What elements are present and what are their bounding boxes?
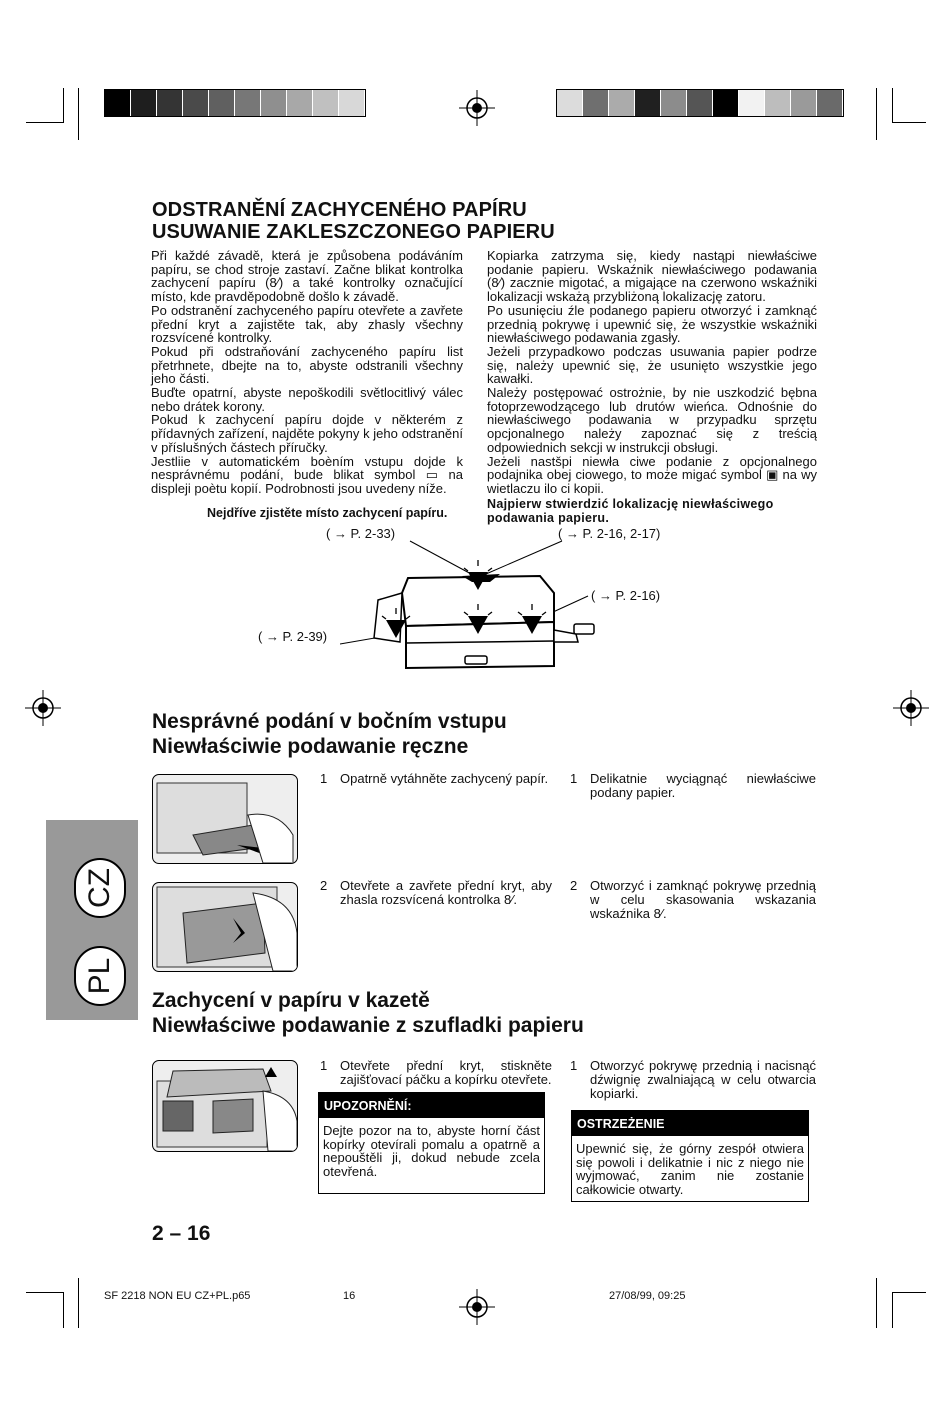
step-number: 1: [570, 771, 578, 786]
color-swatch: [635, 90, 661, 116]
color-swatch: [209, 90, 235, 116]
crop-mark: [892, 1292, 926, 1293]
illustration-front-cover: [152, 882, 298, 972]
crop-mark: [63, 88, 64, 123]
step-number: 1: [320, 771, 328, 786]
step-text-pl: Otworzyć pokrywę przednią i nacisnąć dźwignię zwalniającą w celu otwarcia kopiarki.: [590, 1058, 816, 1101]
language-tab: [46, 820, 138, 1020]
illustration-manual-feed-remove-paper: [152, 774, 298, 864]
color-swatch: [739, 90, 765, 116]
body-paragraph: Kopiarka zatrzyma się, kiedy nastąpi niewłaściwe podanie papieru. Wskaźnik niewłaściwego podawania (8∕) zacznie migotać, a migające na czerwono wskaźniki lokalizacji wskażą przybliżoną lokalizację zatoru.: [487, 248, 817, 305]
section-title-cz: Nesprávné podání v bočním vstupu: [152, 710, 507, 733]
body-paragraph: Po usunięciu źle podanego papieru otworzyć i zamknąć przednią pokrywę i upewnić się, że wszystkie wskaźniki niewłaściwego podawania zgasły.: [487, 302, 817, 346]
body-paragraph: Jeżeli przypadkowo podczas usuwania papier podrze się, należy upewnić się, że usunięto wszystkie jego kawałki.: [487, 343, 817, 387]
color-swatch: [817, 90, 843, 116]
registration-mark-icon: [459, 1289, 495, 1325]
color-swatch: [261, 90, 287, 116]
registration-mark-icon: [893, 690, 929, 726]
crop-mark: [876, 88, 877, 140]
crop-mark: [26, 1292, 64, 1293]
crop-mark: [78, 1278, 79, 1328]
color-swatch: [339, 90, 365, 116]
crop-mark: [892, 122, 926, 123]
color-swatch: [609, 90, 635, 116]
language-label-pl: PL: [74, 946, 126, 1006]
warning-text: Upewnić się, że górny zespół otwiera się powoli i delikatnie i nic z niego nie wyjmować, zanim nie zostanie całkowicie otwarty.: [576, 1141, 804, 1197]
color-swatch: [105, 90, 131, 116]
color-swatch: [287, 90, 313, 116]
step-text-pl: Otworzyć i zamknąć pokrywę przednią w celu skasowania wskazania wskaźnika 8∕.: [590, 878, 816, 921]
crop-mark: [78, 88, 79, 140]
step-number: 1: [320, 1058, 328, 1073]
crop-mark: [892, 88, 893, 123]
language-label-cz: CZ: [74, 858, 126, 918]
color-swatch: [183, 90, 209, 116]
page-reference: ( → P. 2-33): [326, 526, 396, 541]
body-paragraph: Při každé závadě, která je způsobena podáváním papíru, se chod stroje zastaví. Začne blikat kontrolka zachycení papíru (8∕) a také kontrolky označující místo, kde pravděpodobně došlo k závadě.: [151, 248, 463, 305]
crop-mark: [876, 1278, 877, 1328]
step-number: 2: [320, 878, 328, 893]
text-column-cz: [151, 249, 463, 496]
body-paragraph: Jestliie v automatickém boèním vstupu dojde k nesprávnému podání, bude blikat symbol ▭ na displeji poètu kopií. Podrobnosti jsou uvedeny níže.: [151, 453, 463, 496]
body-paragraph: Jeżeli nastšpi niewła ciwe podanie z opcjonalnego podajnika obej ciowego, to może migać symbol ▣ na wy wietlaczu ilo ci kopii.: [487, 453, 817, 496]
crop-mark: [892, 1292, 893, 1328]
warning-title: OSTRZEŻENIE: [572, 1111, 808, 1136]
warning-box-pl: [571, 1110, 809, 1202]
step-text-cz: Otevřete přední kryt, stiskněte zajišťovací páčku a kopírku otevřete.: [340, 1058, 552, 1087]
color-swatch: [235, 90, 261, 116]
illustration-open-copier: [152, 1060, 298, 1152]
body-paragraph: Pokud k zachycení papíru dojde v některém z přídavných zařízení, najděte pokyny k jeho odstranění v příslušných částech příručky.: [151, 412, 463, 455]
step-text-cz: Otevřete a zavřete přední kryt, aby zhasla rozsvícená kontrolka 8∕.: [340, 878, 552, 907]
copier-jam-locations-diagram: [340, 538, 610, 678]
instruction-bold-pl: Najpierw stwierdzić lokalizację niewłaściwego podawania papieru.: [487, 497, 774, 525]
color-swatch: [583, 90, 609, 116]
footer-timestamp: 27/08/99, 09:25: [609, 1290, 686, 1302]
step-number: 2: [570, 878, 578, 893]
body-paragraph: Pokud při odstraňování zachyceného papíru list přetrhnete, dbejte na to, abyste odstranili všechny jeho části.: [151, 343, 463, 387]
warning-text: Dejte pozor na to, abyste horní část kopírky otevírali pomalu a opatrně a nepouštěli ji, dokud nebude zcela otevřená.: [323, 1123, 540, 1179]
section-title-pl: USUWANIE ZAKLESZCZONEGO PAPIERU: [152, 221, 555, 243]
section-title-cz: ODSTRANĚNÍ ZACHYCENÉHO PAPÍRU: [152, 199, 527, 221]
step-text-cz: Opatrně vytáhněte zachycený papír.: [340, 771, 549, 786]
page-reference: ( → P. 2-39): [258, 629, 328, 644]
footer-filename: SF 2218 NON EU CZ+PL.p65: [104, 1290, 251, 1302]
instruction-bold-cz: Nejdříve zjistěte místo zachycení papíru.: [207, 506, 448, 520]
page-reference: ( → P. 2-16): [591, 588, 661, 603]
section-title-pl: Niewłaściwe podawanie z szufladki papieru: [152, 1014, 584, 1037]
warning-box-cz: [318, 1092, 545, 1194]
warning-title: UPOZORNĚNÍ:: [319, 1093, 544, 1118]
page-number: 2 – 16: [152, 1222, 211, 1245]
page-reference: ( → P. 2-16, 2-17): [558, 526, 661, 541]
crop-mark: [26, 122, 64, 123]
color-swatch: [687, 90, 713, 116]
color-swatch: [765, 90, 791, 116]
registration-mark-icon: [459, 90, 495, 126]
step-number: 1: [570, 1058, 578, 1073]
step-text-pl: Delikatnie wyciągnąć niewłaściwe podany papier.: [590, 771, 816, 800]
color-swatch: [313, 90, 339, 116]
body-paragraph: Należy postępować ostrożnie, by nie uszkodzić bębna fotoprzewodzącego lub drutów wieńca. Odnośnie do niewłaściwego podawania w przypadku sprzętu opcjonalnego należy zapoznać się z treścią odpowiednich sekcji w instrukcji obsługi.: [487, 385, 817, 455]
color-swatch: [791, 90, 817, 116]
section-title-cz: Zachycení v papíru v kazetě: [152, 989, 430, 1012]
color-swatch: [557, 90, 583, 116]
color-swatch: [157, 90, 183, 116]
body-paragraph: Po odstranění zachyceného papíru otevřete a zavřete přední kryt a zajistěte tak, aby zhasly všechny rozsvícené kontrolky.: [151, 302, 463, 346]
color-swatch: [131, 90, 157, 116]
color-calibration-bar-right: [556, 89, 844, 117]
color-swatch: [661, 90, 687, 116]
registration-mark-icon: [25, 690, 61, 726]
footer-page: 16: [343, 1290, 356, 1302]
section-title-pl: Niewłaściwie podawanie ręczne: [152, 735, 469, 758]
color-calibration-bar-left: [104, 89, 366, 117]
text-column-pl: [487, 249, 817, 496]
color-swatch: [713, 90, 739, 116]
body-paragraph: Buďte opatrní, abyste nepoškodili světlocitlivý válec nebo drátek korony.: [151, 385, 463, 414]
crop-mark: [63, 1292, 64, 1328]
